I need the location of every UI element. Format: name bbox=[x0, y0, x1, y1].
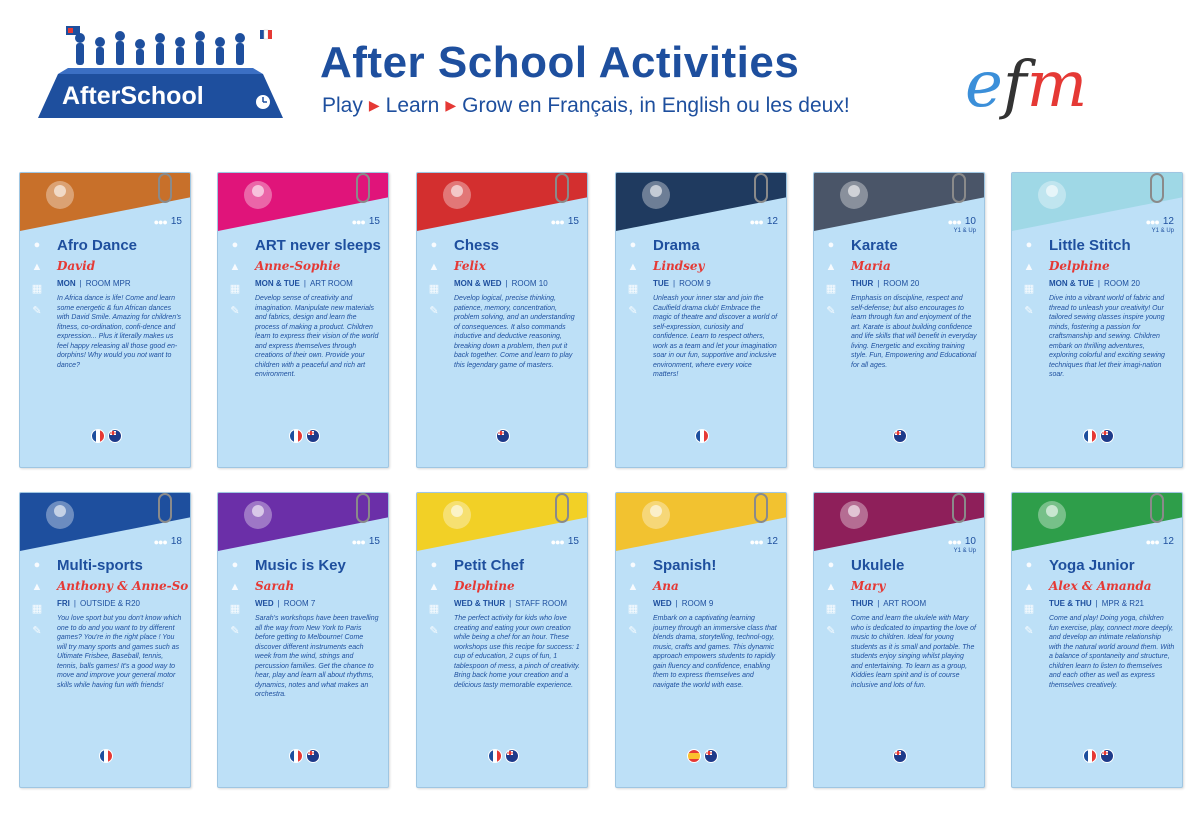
card-side-icons bbox=[31, 559, 45, 647]
capacity-count: 12 bbox=[1162, 216, 1174, 227]
pencil-icon: ✎ bbox=[429, 305, 439, 317]
schedule-separator: | bbox=[675, 599, 678, 608]
french-flag-icon bbox=[1083, 749, 1097, 763]
subtitle-grow: Grow en Français, in English ou les deux! bbox=[462, 94, 850, 117]
language-flags bbox=[417, 749, 588, 763]
schedule-days: MON bbox=[57, 279, 76, 288]
language-flags bbox=[814, 749, 985, 763]
schedule-room: STAFF ROOM bbox=[515, 599, 568, 608]
capacity-count: 12 bbox=[766, 536, 778, 547]
person-icon: ▲ bbox=[428, 261, 440, 273]
activity-description: Develop logical, precise thinking, patience, memory, concentration, problem solving, and an understanding of consequences. It also commands inductive and deductive reasoning, breaking down a problem, then put it back together. Come and learn to play this legendary game of masters. bbox=[454, 295, 575, 369]
capacity-badge bbox=[551, 216, 579, 227]
paperclip-icon bbox=[356, 493, 370, 523]
schedule bbox=[57, 599, 140, 608]
activity-name: Chess bbox=[454, 237, 500, 254]
capacity-badge bbox=[947, 216, 976, 234]
pencil-icon: ✎ bbox=[230, 305, 240, 317]
page-subtitle bbox=[322, 94, 850, 118]
people-icon: ●●● bbox=[1145, 216, 1159, 227]
calendar-icon: ▦ bbox=[825, 283, 837, 295]
arrow-right-icon: ▶ bbox=[445, 97, 457, 113]
language-flags bbox=[1012, 749, 1183, 763]
activity-card bbox=[1011, 492, 1183, 788]
schedule-room: ROOM 10 bbox=[511, 279, 548, 288]
lightbulb-icon: ● bbox=[629, 239, 637, 251]
schedule bbox=[454, 279, 548, 288]
paperclip-icon bbox=[356, 173, 370, 203]
language-flags bbox=[814, 429, 985, 443]
schedule-separator: | bbox=[303, 279, 306, 288]
calendar-icon: ▦ bbox=[825, 603, 837, 615]
teacher-name: Mary bbox=[851, 579, 886, 593]
lightbulb-icon: ● bbox=[827, 239, 835, 251]
capacity-note: Y1 & Up bbox=[953, 228, 976, 234]
schedule-days: WED & THUR bbox=[454, 599, 506, 608]
teacher-name: Delphine bbox=[454, 579, 515, 593]
person-icon: ▲ bbox=[229, 581, 241, 593]
calendar-icon: ▦ bbox=[1023, 603, 1035, 615]
teacher-name: Sarah bbox=[255, 579, 295, 593]
australian-flag-icon bbox=[505, 749, 519, 763]
australian-flag-icon bbox=[1100, 429, 1114, 443]
australian-flag-icon bbox=[893, 749, 907, 763]
card-side-icons bbox=[1023, 239, 1037, 327]
capacity-badge bbox=[750, 216, 778, 227]
calendar-icon: ▦ bbox=[1023, 283, 1035, 295]
schedule-days: THUR bbox=[851, 279, 874, 288]
teacher-name: Ana bbox=[653, 579, 679, 593]
schedule-room: ART ROOM bbox=[309, 279, 353, 288]
french-flag-icon bbox=[91, 429, 105, 443]
capacity-count: 12 bbox=[1162, 536, 1174, 547]
schedule-room: ROOM 9 bbox=[681, 599, 714, 608]
teacher-name: Felix bbox=[454, 259, 486, 273]
activity-description: Emphasis on discipline, respect and self-defense; but also encourages to learn through fun and enjoyment of the art. Karate is about building confidence and life skills that will benefit in everyday living. Energetic and exciting training style. Fun, Empowering and Educational for all ages. bbox=[851, 295, 977, 369]
teacher-name: Anthony & Anne-So bbox=[57, 579, 189, 593]
capacity-badge bbox=[352, 536, 380, 547]
afterschool-logo-text: AfterSchool bbox=[62, 82, 204, 110]
people-icon: ●●● bbox=[550, 216, 564, 227]
schedule bbox=[1049, 599, 1144, 608]
capacity-badge bbox=[750, 536, 778, 547]
activity-description: Unleash your inner star and join the Caulfield drama club! Embrace the magic of theatre and discover a world of self-expression, curiosity and confidence. Learn to respect others, work as a team and let your imagination soar in our fun, supportive and inclusive environment, where every voice matters! bbox=[653, 295, 778, 378]
page-title: After School Activities bbox=[320, 38, 800, 87]
card-side-icons bbox=[825, 239, 839, 327]
teacher-name: Alex & Amanda bbox=[1049, 579, 1152, 593]
activity-description: In Africa dance is life! Come and learn some energetic & fun African dances with David Smile. Amazing for children's fitness, co-ordination, confi-dence and expression... Plus it literally makes us feel happy releasing all those good en-dorphins! Why would you not want to dance? bbox=[57, 295, 182, 369]
pencil-icon: ✎ bbox=[826, 305, 836, 317]
paperclip-icon bbox=[754, 493, 768, 523]
schedule-room: OUTSIDE & R20 bbox=[79, 599, 140, 608]
australian-flag-icon bbox=[1100, 749, 1114, 763]
people-icon: ●●● bbox=[153, 216, 167, 227]
language-flags bbox=[1012, 429, 1183, 443]
paperclip-icon bbox=[754, 173, 768, 203]
language-flags bbox=[20, 749, 191, 763]
people-icon: ●●● bbox=[947, 216, 961, 227]
capacity-count: 15 bbox=[567, 216, 579, 227]
schedule-days: WED bbox=[653, 599, 672, 608]
schedule-separator: | bbox=[509, 599, 512, 608]
pencil-icon: ✎ bbox=[32, 625, 42, 637]
calendar-icon: ▦ bbox=[31, 283, 43, 295]
activity-card bbox=[19, 172, 191, 468]
australian-flag-icon bbox=[306, 749, 320, 763]
schedule-days: MON & TUE bbox=[1049, 279, 1094, 288]
pencil-icon: ✎ bbox=[826, 625, 836, 637]
person-icon: ▲ bbox=[31, 581, 43, 593]
subtitle-learn: Learn bbox=[385, 94, 440, 117]
capacity-badge bbox=[947, 536, 976, 554]
people-icon: ●●● bbox=[550, 536, 564, 547]
lightbulb-icon: ● bbox=[231, 559, 239, 571]
schedule bbox=[255, 279, 353, 288]
activity-description: Come and learn the ukulele with Mary who is dedicated to imparting the love of music to children. Ideal for young students as it is small and portable. The students enjoy singing whilst playing and entertaining. To learn as a group, Kiddies learn spirit and is of course inclusive and lots of fun. bbox=[851, 615, 976, 689]
person-icon: ▲ bbox=[627, 261, 639, 273]
schedule-days: TUE bbox=[653, 279, 669, 288]
activity-name: Multi-sports bbox=[57, 557, 143, 574]
activity-card bbox=[217, 492, 389, 788]
people-icon: ●●● bbox=[749, 216, 763, 227]
lightbulb-icon: ● bbox=[430, 559, 438, 571]
card-side-icons bbox=[1023, 559, 1037, 647]
activity-description: Develop sense of creativity and imagination. Manipulate new materials and fabrics, design and learn the process of making a product. Children learn to express their vision of the world and express themselves through creations of their own. Provide your children with a peaceful and rich art environment. bbox=[255, 295, 379, 378]
subtitle-play: Play bbox=[322, 94, 363, 117]
activity-card bbox=[615, 492, 787, 788]
capacity-count: 12 bbox=[766, 216, 778, 227]
schedule-separator: | bbox=[1097, 279, 1100, 288]
schedule-separator: | bbox=[277, 599, 280, 608]
schedule bbox=[255, 599, 315, 608]
paperclip-icon bbox=[952, 493, 966, 523]
page-header bbox=[0, 0, 1200, 160]
schedule bbox=[1049, 279, 1140, 288]
schedule-room: MPR & R21 bbox=[1101, 599, 1144, 608]
teacher-name: Maria bbox=[851, 259, 891, 273]
pencil-icon: ✎ bbox=[1024, 625, 1034, 637]
activity-card bbox=[19, 492, 191, 788]
paperclip-icon bbox=[158, 493, 172, 523]
capacity-note: Y1 & Up bbox=[953, 548, 976, 554]
lightbulb-icon: ● bbox=[1025, 239, 1033, 251]
card-side-icons bbox=[229, 559, 243, 647]
capacity-badge bbox=[1145, 216, 1174, 234]
paperclip-icon bbox=[1150, 493, 1164, 523]
activity-name: Ukulele bbox=[851, 557, 905, 574]
language-flags bbox=[218, 429, 389, 443]
activity-name: Karate bbox=[851, 237, 898, 254]
activity-description: Embark on a captivating learning journey through an immersive class that blends drama, storytelling, technol-ogy, music, crafts and games. This dynamic approach empowers students to rapidly gain fluency and confidence, enabling them to express themselves and navigate the world with ease. bbox=[653, 615, 777, 689]
schedule-days: TUE & THU bbox=[1049, 599, 1092, 608]
schedule bbox=[653, 279, 711, 288]
activity-name: Little Stitch bbox=[1049, 237, 1131, 254]
activity-card bbox=[1011, 172, 1183, 468]
people-icon: ●●● bbox=[351, 216, 365, 227]
teacher-name: Lindsey bbox=[653, 259, 705, 273]
spanish-flag-icon bbox=[687, 749, 701, 763]
australian-flag-icon bbox=[306, 429, 320, 443]
capacity-note: Y1 & Up bbox=[1151, 228, 1174, 234]
activity-description: Sarah's workshops have been travelling all the way from New York to Paris before getting to Melbourne! Come discover different instruments each week from the wind, strings and percussion families. Get the chance to hear, play and learn all about rhythms, dynamics, notes and what makes an orchestra. bbox=[255, 615, 379, 698]
card-side-icons bbox=[229, 239, 243, 327]
lightbulb-icon: ● bbox=[430, 239, 438, 251]
lightbulb-icon: ● bbox=[33, 239, 41, 251]
card-side-icons bbox=[428, 559, 442, 647]
people-icon: ●●● bbox=[351, 536, 365, 547]
activity-card bbox=[813, 492, 985, 788]
capacity-badge bbox=[1146, 536, 1174, 547]
afterschool-logo bbox=[38, 26, 283, 122]
pencil-icon: ✎ bbox=[628, 625, 638, 637]
person-icon: ▲ bbox=[825, 581, 837, 593]
people-icon: ●●● bbox=[1145, 536, 1159, 547]
capacity-count: 15 bbox=[567, 536, 579, 547]
teacher-name: David bbox=[57, 259, 96, 273]
schedule bbox=[851, 599, 926, 608]
efm-logo-text: efm bbox=[965, 48, 1088, 122]
lightbulb-icon: ● bbox=[33, 559, 41, 571]
calendar-icon: ▦ bbox=[428, 283, 440, 295]
card-side-icons bbox=[31, 239, 45, 327]
paperclip-icon bbox=[555, 173, 569, 203]
capacity-count: 18 bbox=[170, 536, 182, 547]
schedule-room: ROOM 20 bbox=[883, 279, 920, 288]
pencil-icon: ✎ bbox=[1024, 305, 1034, 317]
calendar-icon: ▦ bbox=[627, 283, 639, 295]
australian-flag-icon bbox=[704, 749, 718, 763]
activity-description: The perfect activity for kids who love creating and eating your own creation while being a chef for an hour. These workshops use this recipe for success: 1 cup of education, 2 cups of fun, 1 tablespoon of mess, a pinch of creativity. Bring back home your creation and a delicious tasty memorable experience. bbox=[454, 615, 580, 689]
activity-card bbox=[416, 172, 588, 468]
pencil-icon: ✎ bbox=[32, 305, 42, 317]
language-flags bbox=[218, 749, 389, 763]
capacity-count: 10 bbox=[964, 536, 976, 547]
pencil-icon: ✎ bbox=[429, 625, 439, 637]
people-icon: ●●● bbox=[749, 536, 763, 547]
language-flags bbox=[20, 429, 191, 443]
language-flags bbox=[616, 429, 787, 443]
person-icon: ▲ bbox=[825, 261, 837, 273]
efm-logo bbox=[965, 40, 1135, 130]
french-flag-icon bbox=[488, 749, 502, 763]
capacity-count: 10 bbox=[964, 216, 976, 227]
schedule bbox=[454, 599, 567, 608]
paperclip-icon bbox=[1150, 173, 1164, 203]
capacity-count: 15 bbox=[170, 216, 182, 227]
lightbulb-icon: ● bbox=[827, 559, 835, 571]
schedule-separator: | bbox=[505, 279, 508, 288]
australian-flag-icon bbox=[496, 429, 510, 443]
activity-card bbox=[615, 172, 787, 468]
person-icon: ▲ bbox=[31, 261, 43, 273]
schedule-room: ROOM 20 bbox=[1103, 279, 1140, 288]
capacity-badge bbox=[154, 216, 182, 227]
french-flag-icon bbox=[99, 749, 113, 763]
capacity-badge bbox=[154, 536, 182, 547]
paperclip-icon bbox=[555, 493, 569, 523]
australian-flag-icon bbox=[108, 429, 122, 443]
calendar-icon: ▦ bbox=[627, 603, 639, 615]
activity-description: You love sport but you don't know which one to do and you want to try different games? You're in the right place ! You will try many sports and games such as Ultimate Frisbee, Baseball, tennis, tennis, balls games! It's a good way to move and improve your general motor skills while having fun with friends! bbox=[57, 615, 182, 689]
french-flag-icon bbox=[289, 749, 303, 763]
language-flags bbox=[417, 429, 588, 443]
french-flag-icon bbox=[289, 429, 303, 443]
calendar-icon: ▦ bbox=[31, 603, 43, 615]
card-side-icons bbox=[627, 559, 641, 647]
card-side-icons bbox=[627, 239, 641, 327]
activity-description: Dive into a vibrant world of fabric and thread to unleash your creativity! Our tailored sewing classes inspire young minds, fostering a passion for craftsmanship and sewing. Children embark on thrilling adventures, exploring colorful and exciting sewing techniques that let their imagi-nation soar. bbox=[1049, 295, 1165, 378]
people-icon: ●●● bbox=[153, 536, 167, 547]
person-icon: ▲ bbox=[627, 581, 639, 593]
teacher-name: Anne-Sophie bbox=[255, 259, 341, 273]
schedule bbox=[653, 599, 713, 608]
lightbulb-icon: ● bbox=[629, 559, 637, 571]
schedule-room: ROOM 7 bbox=[283, 599, 316, 608]
calendar-icon: ▦ bbox=[428, 603, 440, 615]
capacity-count: 15 bbox=[368, 216, 380, 227]
pencil-icon: ✎ bbox=[628, 305, 638, 317]
activity-name: Spanish! bbox=[653, 557, 717, 574]
capacity-count: 15 bbox=[368, 536, 380, 547]
schedule-days: MON & WED bbox=[454, 279, 502, 288]
activity-name: Afro Dance bbox=[57, 237, 138, 254]
arrow-right-icon: ▶ bbox=[368, 97, 380, 113]
schedule-days: FRI bbox=[57, 599, 70, 608]
language-flags bbox=[616, 749, 787, 763]
teacher-name: Delphine bbox=[1049, 259, 1110, 273]
activity-description: Come and play! Doing yoga, children fun exercise, play, connect more deeply, and develop an intimate relationship with the natural world around them. With a balance of spontaneity and structure, children learn to listen to themselves and each other as well as express themselves creatively. bbox=[1049, 615, 1175, 689]
schedule-days: WED bbox=[255, 599, 274, 608]
pencil-icon: ✎ bbox=[230, 625, 240, 637]
person-icon: ▲ bbox=[428, 581, 440, 593]
australian-flag-icon bbox=[893, 429, 907, 443]
person-icon: ▲ bbox=[1023, 581, 1035, 593]
schedule-separator: | bbox=[1095, 599, 1098, 608]
schedule-days: THUR bbox=[851, 599, 874, 608]
card-side-icons bbox=[825, 559, 839, 647]
calendar-icon: ▦ bbox=[229, 603, 241, 615]
activity-card bbox=[416, 492, 588, 788]
person-icon: ▲ bbox=[1023, 261, 1035, 273]
person-icon: ▲ bbox=[229, 261, 241, 273]
schedule-separator: | bbox=[73, 599, 76, 608]
schedule-separator: | bbox=[877, 599, 880, 608]
capacity-badge bbox=[551, 536, 579, 547]
activity-card bbox=[217, 172, 389, 468]
schedule-room: ROOM MPR bbox=[85, 279, 131, 288]
activity-name: Petit Chef bbox=[454, 557, 525, 574]
schedule-separator: | bbox=[79, 279, 82, 288]
french-flag-icon bbox=[1083, 429, 1097, 443]
french-flag-icon bbox=[695, 429, 709, 443]
card-side-icons bbox=[428, 239, 442, 327]
lightbulb-icon: ● bbox=[1025, 559, 1033, 571]
schedule bbox=[57, 279, 131, 288]
people-icon: ●●● bbox=[947, 536, 961, 547]
schedule-room: ART ROOM bbox=[883, 599, 927, 608]
activity-name: Music is Key bbox=[255, 557, 346, 574]
paperclip-icon bbox=[158, 173, 172, 203]
paperclip-icon bbox=[952, 173, 966, 203]
schedule-separator: | bbox=[673, 279, 676, 288]
activity-name: Yoga Junior bbox=[1049, 557, 1135, 574]
schedule-separator: | bbox=[877, 279, 880, 288]
activity-name: ART never sleeps bbox=[255, 237, 381, 254]
calendar-icon: ▦ bbox=[229, 283, 241, 295]
schedule-room: ROOM 9 bbox=[679, 279, 711, 288]
capacity-badge bbox=[352, 216, 380, 227]
activity-name: Drama bbox=[653, 237, 700, 254]
activity-card bbox=[813, 172, 985, 468]
lightbulb-icon: ● bbox=[231, 239, 239, 251]
schedule-days: MON & TUE bbox=[255, 279, 300, 288]
schedule bbox=[851, 279, 919, 288]
